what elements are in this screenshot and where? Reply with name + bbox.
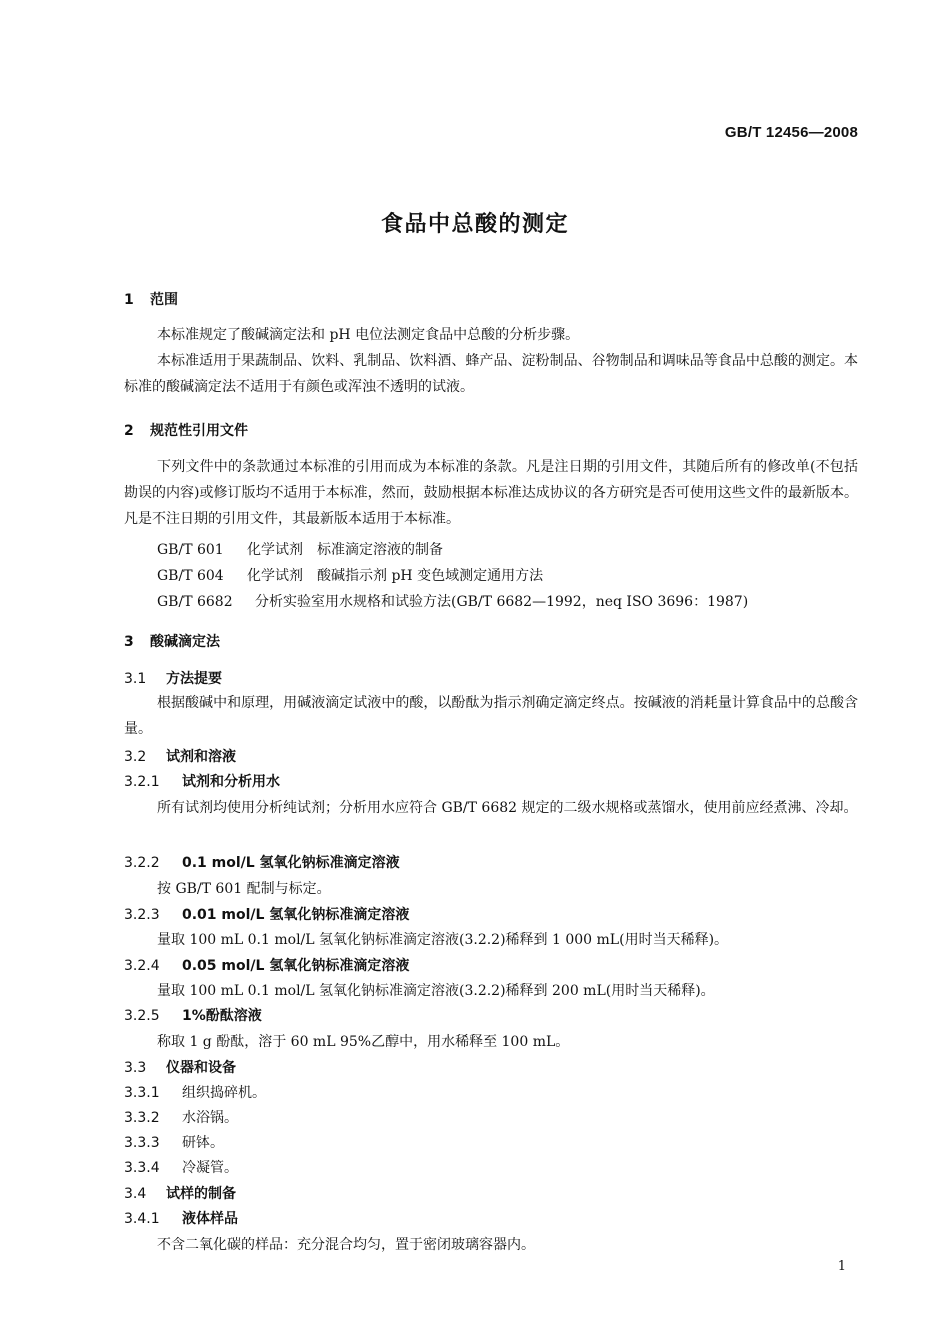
section-3-3-3-item: 3.3.3 研钵。 [124, 1135, 224, 1151]
section-3-3-1-item: 3.3.1 组织捣碎机。 [124, 1085, 266, 1101]
section-1-para-1: 本标准规定了酸碱滴定法和 pH 电位法测定食品中总酸的分析步骤。 [157, 327, 580, 343]
section-3-2-heading: 3.2 试剂和溶液 [124, 749, 236, 765]
section-3-2-4-heading: 3.2.4 0.05 mol/L 氢氧化钠标准滴定溶液 [124, 958, 410, 974]
section-3-2-5-heading: 3.2.5 1%酚酞溶液 [124, 1008, 262, 1024]
section-3-2-4-para: 量取 100 mL 0.1 mol/L 氢氧化钠标准滴定溶液(3.2.2)稀释到 200 mL(用时当天稀释)。 [157, 983, 715, 999]
page-title: 食品中总酸的测定 [380, 212, 569, 237]
section-3-2-2-para: 按 GB/T 601 配制与标定。 [157, 881, 331, 897]
section-3-heading: 3 酸碱滴定法 [124, 634, 220, 650]
section-3-3-4-item: 3.3.4 冷凝管。 [124, 1160, 238, 1176]
page-number: 1 [837, 1259, 846, 1274]
reference-item: GB/T 604 化学试剂 酸碱指示剂 pH 变色域测定通用方法 [157, 568, 544, 584]
section-3-1-para: 根据酸碱中和原理，用碱液滴定试液中的酸，以酚酞为指示剂确定滴定终点。按碱液的消耗量计算食品中的总酸含量。 [124, 695, 858, 737]
section-3-4-heading: 3.4 试样的制备 [124, 1186, 236, 1202]
section-2-heading: 2 规范性引用文件 [124, 423, 248, 439]
section-2-para-1: 下列文件中的条款通过本标准的引用而成为本标准的条款。凡是注日期的引用文件，其随后所有的修改单(不包括勘误的内容)或修订版均不适用于本标准，然而，鼓励根据本标准达成协议的各方研究是否可使用这些文件的最新版本。凡是不注日期的引用文件，其最新版本适用于本标准。 [124, 459, 858, 527]
section-1-para-2: 本标准适用于果蔬制品、饮料、乳制品、饮料酒、蜂产品、淀粉制品、谷物制品和调味品等食品中总酸的测定。本标准的酸碱滴定法不适用于有颜色或浑浊不透明的试液。 [124, 353, 858, 395]
section-3-4-1-heading: 3.4.1 液体样品 [124, 1211, 238, 1227]
section-3-2-2-heading: 3.2.2 0.1 mol/L 氢氧化钠标准滴定溶液 [124, 855, 400, 871]
standard-number: GB/T 12456—2008 [724, 124, 858, 141]
section-1-heading: 1 范围 [124, 292, 178, 308]
reference-item: GB/T 601 化学试剂 标准滴定溶液的制备 [157, 542, 443, 558]
reference-item: GB/T 6682 分析实验室用水规格和试验方法(GB/T 6682—1992，neq ISO 3696：1987) [157, 594, 749, 610]
section-3-2-1-para: 所有试剂均使用分析纯试剂；分析用水应符合 GB/T 6682 规定的二级水规格或蒸馏水，使用前应经煮沸、冷却。 [157, 800, 858, 816]
section-3-3-2-item: 3.3.2 水浴锅。 [124, 1110, 238, 1126]
section-3-4-1-para: 不含二氧化碳的样品：充分混合均匀，置于密闭玻璃容器内。 [157, 1237, 535, 1253]
section-3-1-heading: 3.1 方法提要 [124, 671, 222, 687]
section-3-2-1-heading: 3.2.1 试剂和分析用水 [124, 774, 280, 790]
section-3-3-heading: 3.3 仪器和设备 [124, 1060, 236, 1076]
section-3-2-3-heading: 3.2.3 0.01 mol/L 氢氧化钠标准滴定溶液 [124, 907, 410, 923]
section-3-2-5-para: 称取 1 g 酚酞，溶于 60 mL 95%乙醇中，用水稀释至 100 mL。 [157, 1034, 570, 1050]
section-3-2-3-para: 量取 100 mL 0.1 mol/L 氢氧化钠标准滴定溶液(3.2.2)稀释到 1 000 mL(用时当天稀释)。 [157, 932, 729, 948]
